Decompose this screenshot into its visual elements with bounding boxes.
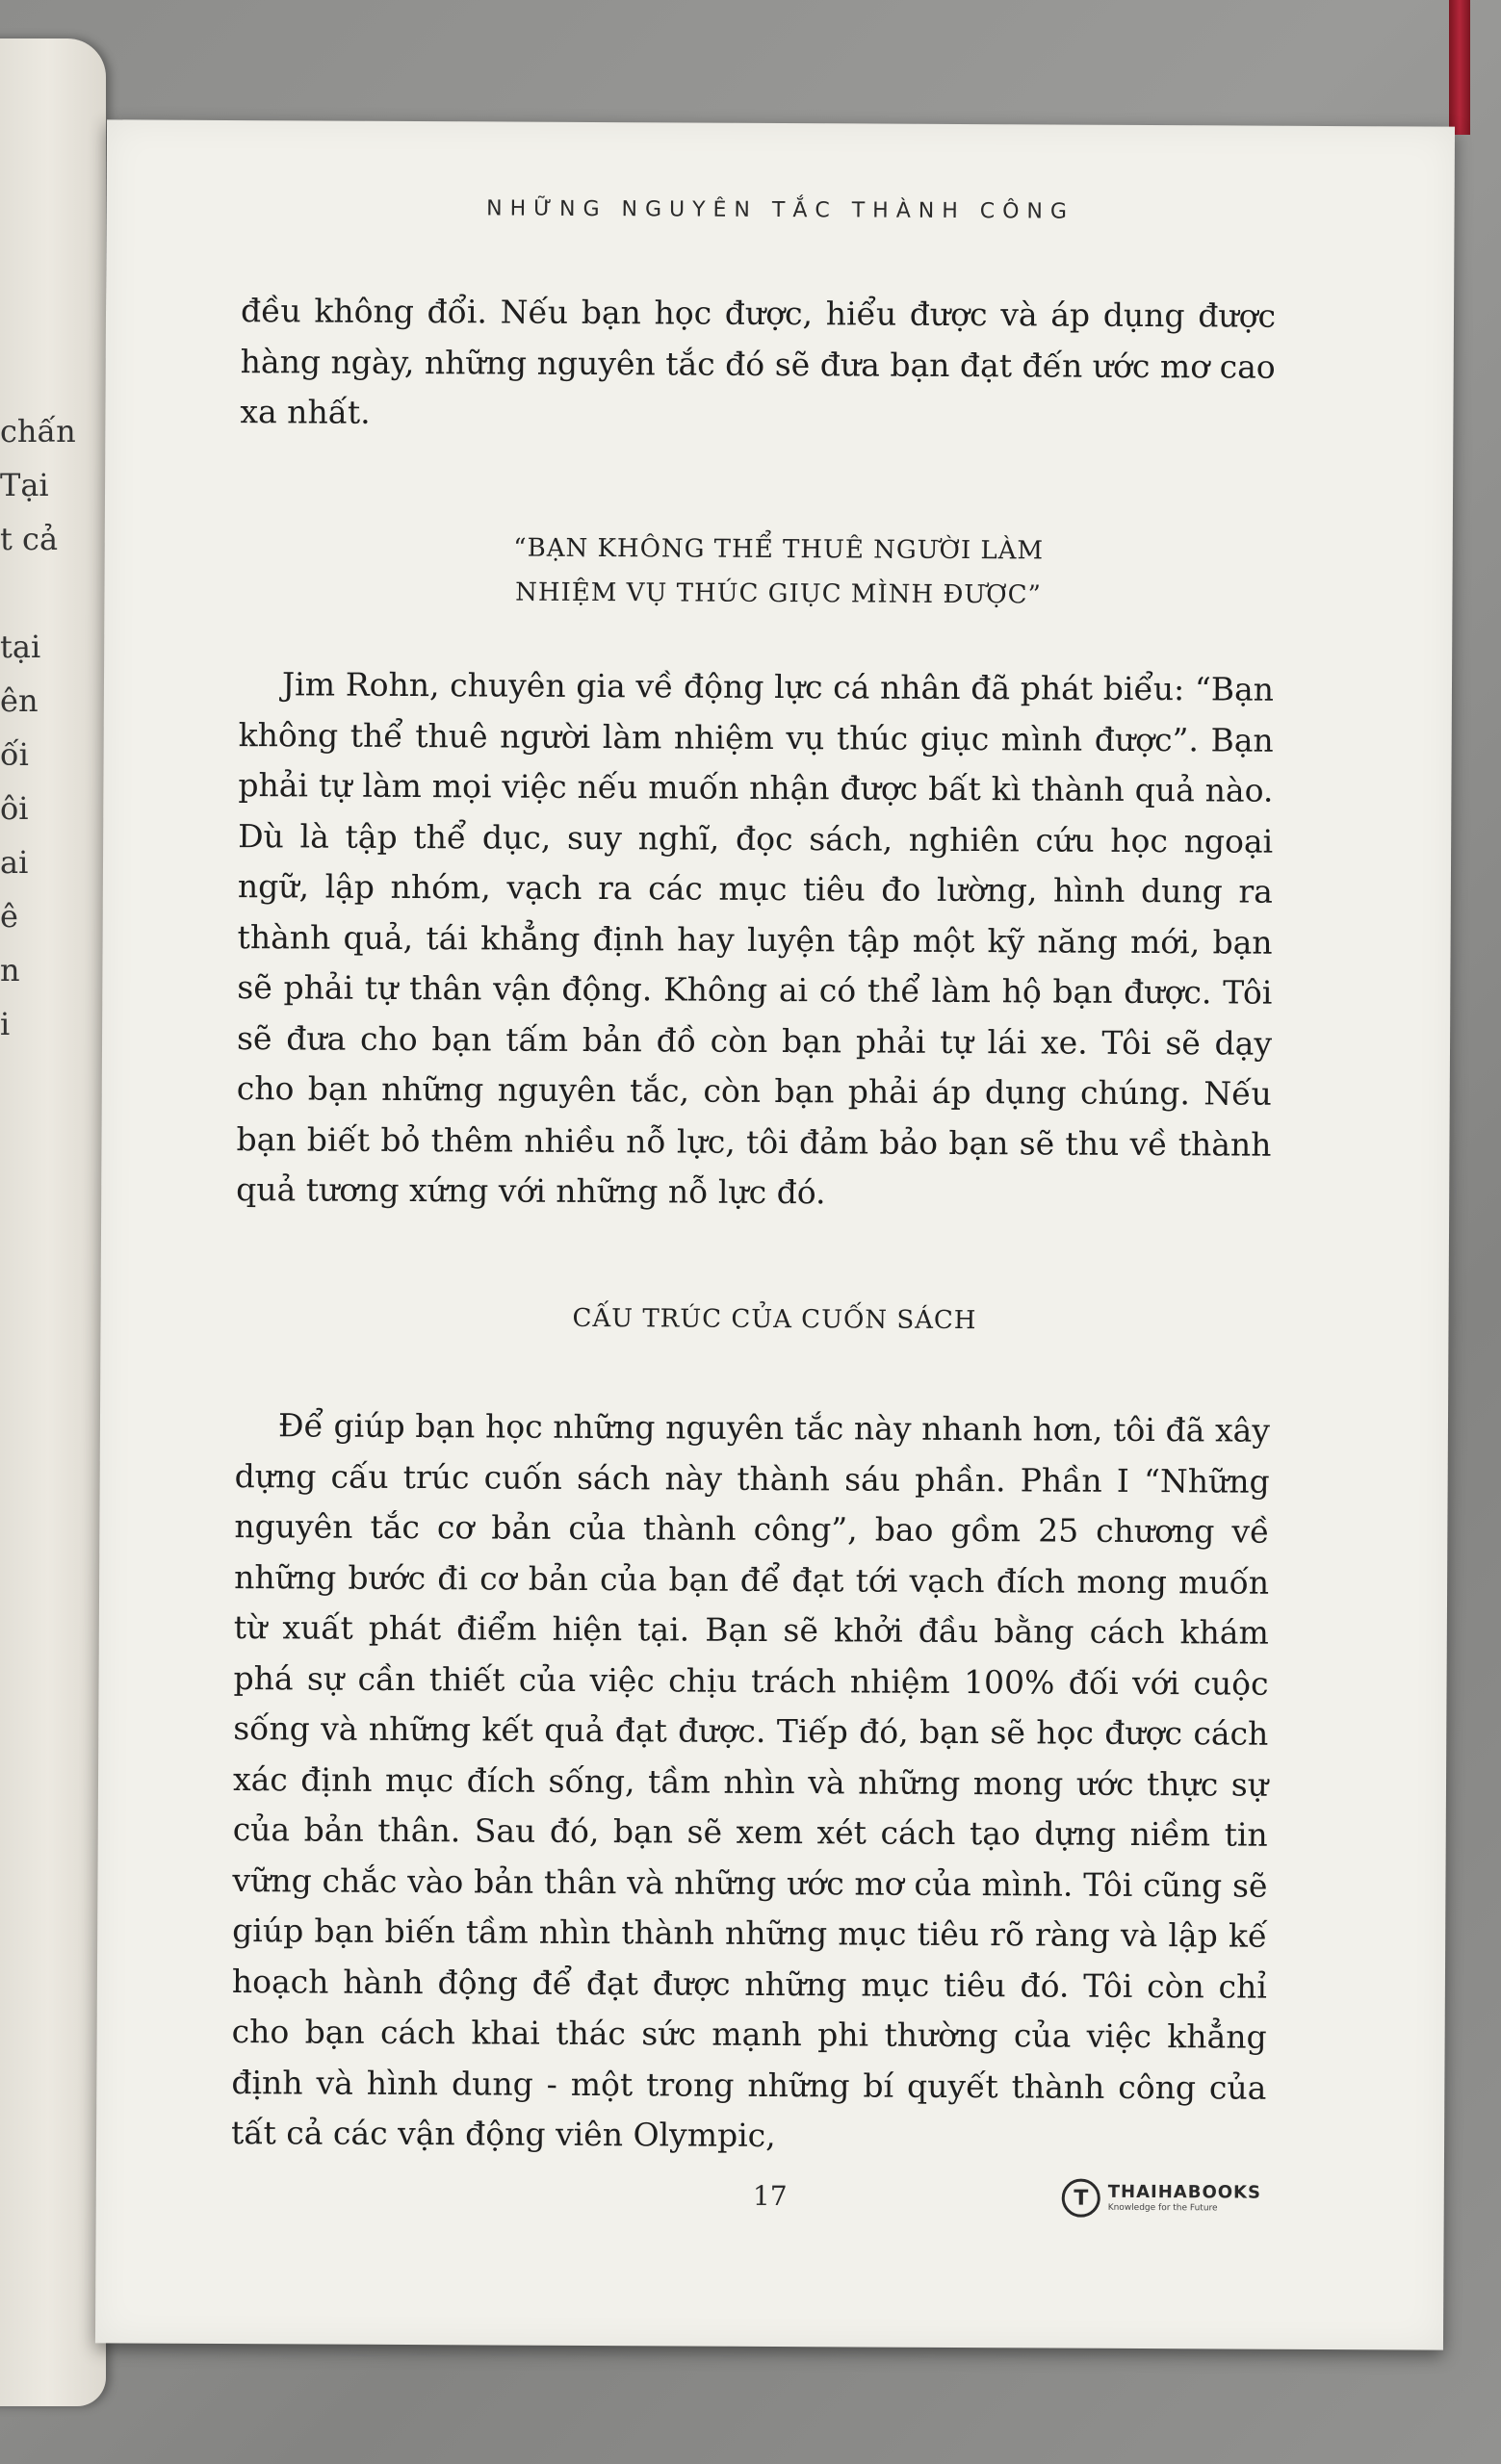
section-heading-2: CẤU TRÚC CỦA CUỐN SÁCH	[572, 1303, 977, 1336]
publisher-tagline: Knowledge for the Future	[1107, 2202, 1218, 2214]
book-page	[95, 119, 1455, 2349]
publisher-name: THAIHABOOKS	[1107, 2181, 1262, 2203]
left-fragment: ai	[0, 844, 29, 881]
paragraph-text: đều không đổi. Nếu bạn học được, hiểu được và áp dụng được hàng ngày, những nguyên tắc đó sẽ đưa bạn đạt đến ước mơ cao xa nhất.	[240, 292, 1277, 431]
paragraph-text: Jim Rohn, chuyên gia về động lực cá nhân đã phát biểu: “Bạn không thể thuê người làm nhiệm vụ thúc giục mình được”. Bạn phải tự làm mọi việc nếu muốn nhận được bất kì thành quả nào. Dù là tập thể dục, suy nghĩ, đọc sách, nghiên cứu học ngoại ngữ, lập nhóm, vạch ra các mục tiêu đo lường, hình dung ra thành quả, tái khẳng định hay luyện tập một kỹ năng mới, bạn sẽ phải tự thân vận động. Không ai có thể làm hộ bạn được. Tôi sẽ đưa cho bạn tấm bản đồ còn bạn phải tự lái xe. Tôi sẽ dạy cho bạn những nguyên tắc, còn bạn phải áp dụng chúng. Nếu bạn biết bỏ thêm nhiều nỗ lực, tôi đảm bảo bạn sẽ thu về thành quả tương xứng với những nỗ lực đó.	[236, 665, 1275, 1212]
left-fragment: chấn	[0, 413, 76, 449]
running-head: NHỮNG NGUYÊN TẮC THÀNH CÔNG	[486, 196, 1075, 224]
paragraph-3	[231, 1400, 1270, 2164]
left-fragment: Tại	[0, 467, 49, 503]
left-fragment: tại	[0, 629, 41, 665]
left-fragment: t cả	[0, 521, 59, 557]
left-fragment: ê	[0, 898, 18, 935]
left-fragment: i	[0, 1006, 11, 1042]
left-page-edge	[0, 38, 106, 2406]
heading-line: NHIỆM VỤ THÚC GIỤC MÌNH ĐƯỢC”	[515, 578, 1042, 610]
left-fragment	[0, 566, 96, 620]
paragraph-text: Để giúp bạn học những nguyên tắc này nhanh hơn, tôi đã xây dựng cấu trúc cuốn sách này thành sáu phần. Phần I “Những nguyên tắc cơ bản của thành công”, bao gồm 25 chương về những bước đi cơ bản của bạn để đạt tới vạch đích mong muốn từ xuất phát điểm hiện tại. Bạn sẽ khởi đầu bằng cách khám phá sự cần thiết của việc chịu trách nhiệm 100% đối với cuộc sống và những kết quả đạt được. Tiếp đó, bạn sẽ học được cách xác định mục đích sống, tầm nhìn và những mong ước thực sự của bản thân. Sau đó, bạn sẽ xem xét cách tạo dựng niềm tin vững chắc vào bản thân và những ước mơ của mình. Tôi cũng sẽ giúp bạn biến tầm nhìn thành những mục tiêu rõ ràng và lập kế hoạch hành động để đạt được những mục tiêu đó. Tôi còn chỉ cho bạn cách khai thác sức mạnh phi thường của việc khẳng định và hình dung - một trong những bí quyết thành công của tất cả các vận động viên Olympic,	[231, 1406, 1271, 2155]
left-page-text-fragments	[0, 404, 96, 1051]
paragraph-2	[236, 659, 1274, 1220]
bookmark-ribbon	[1449, 0, 1470, 135]
heading-line: “BẠN KHÔNG THỂ THUÊ NGƯỜI LÀM	[513, 533, 1045, 566]
left-fragment: ên	[0, 682, 39, 719]
publisher-mark	[1062, 2175, 1261, 2222]
page-number: 17	[752, 2179, 788, 2213]
section-heading-1	[104, 524, 1452, 619]
left-fragment: ối	[0, 736, 29, 773]
publisher-logo-icon: T	[1062, 2179, 1100, 2218]
paragraph-1	[240, 286, 1276, 443]
left-fragment: n	[0, 952, 20, 988]
publisher-text	[1107, 2181, 1262, 2214]
left-fragment: ôi	[0, 790, 29, 827]
